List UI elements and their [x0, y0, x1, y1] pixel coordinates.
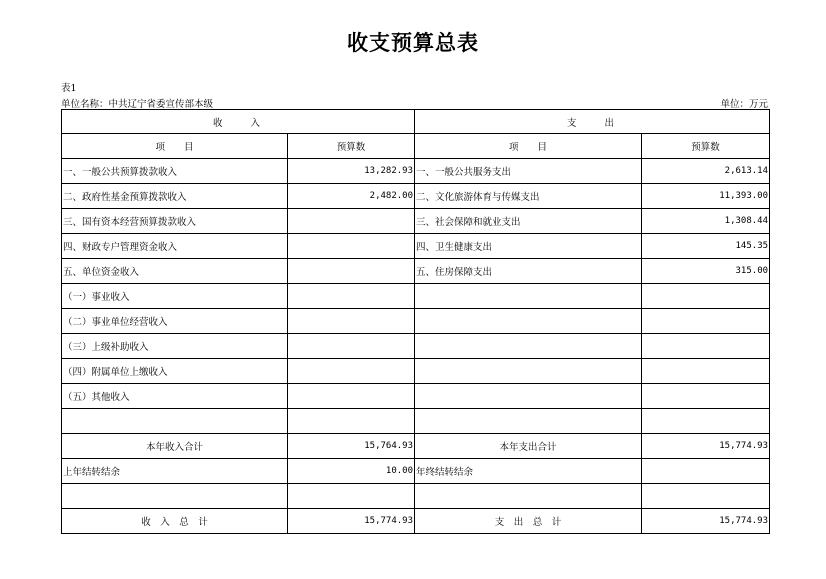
income-header: 收 入	[62, 110, 415, 134]
carryover-income-label: 上年结转结余	[62, 459, 288, 484]
expense-value: 1,308.44	[642, 209, 770, 234]
expense-total-label: 支 出 总 计	[415, 509, 642, 534]
income-budget-header: 预算数	[288, 134, 415, 159]
income-item: 二、政府性基金预算拨款收入	[62, 184, 288, 209]
income-value	[288, 334, 415, 359]
income-item: （二）事业单位经营收入	[62, 309, 288, 334]
income-value	[288, 284, 415, 309]
carryover-expense-label: 年终结转结余	[415, 459, 642, 484]
subtotal-row	[62, 434, 770, 459]
unit-name: 单位名称：中共辽宁省委宣传部本级	[61, 99, 214, 110]
table-row	[62, 259, 770, 284]
expense-subtotal-label: 本年支出合计	[415, 434, 642, 459]
header-row-columns	[62, 134, 770, 159]
carryover-income-value: 10.00	[288, 459, 415, 484]
total-row	[62, 509, 770, 534]
empty-cell	[62, 484, 288, 509]
table-number: 表1	[61, 83, 77, 94]
expense-value	[642, 334, 770, 359]
expense-item: 三、社会保障和就业支出	[415, 209, 642, 234]
income-value	[288, 209, 415, 234]
income-item: 五、单位资金收入	[62, 259, 288, 284]
income-item: 三、国有资本经营预算拨款收入	[62, 209, 288, 234]
expense-item: 四、卫生健康支出	[415, 234, 642, 259]
budget-table	[61, 109, 770, 534]
carryover-row	[62, 459, 770, 484]
expense-item	[415, 309, 642, 334]
income-item: 一、一般公共预算拨款收入	[62, 159, 288, 184]
income-value	[288, 409, 415, 434]
income-item: （五）其他收入	[62, 384, 288, 409]
expense-item: 二、文化旅游体育与传媒支出	[415, 184, 642, 209]
table-row	[62, 384, 770, 409]
empty-cell	[415, 484, 642, 509]
expense-value	[642, 309, 770, 334]
empty-cell	[288, 484, 415, 509]
income-total-value: 15,774.93	[288, 509, 415, 534]
unit-label: 单位：万元	[720, 99, 768, 110]
income-item: 四、财政专户管理资金收入	[62, 234, 288, 259]
table-row	[62, 409, 770, 434]
expense-subtotal-value: 15,774.93	[642, 434, 770, 459]
income-item-header: 项 目	[62, 134, 288, 159]
table-row	[62, 184, 770, 209]
table-row	[62, 209, 770, 234]
expense-value	[642, 359, 770, 384]
expense-total-value: 15,774.93	[642, 509, 770, 534]
expense-budget-header: 预算数	[642, 134, 770, 159]
expense-item	[415, 384, 642, 409]
expense-value	[642, 409, 770, 434]
income-item: （四）附属单位上缴收入	[62, 359, 288, 384]
table-row	[62, 359, 770, 384]
expense-item	[415, 359, 642, 384]
expense-value	[642, 284, 770, 309]
table-row	[62, 284, 770, 309]
expense-item	[415, 284, 642, 309]
expense-item	[415, 334, 642, 359]
table-row	[62, 334, 770, 359]
expense-value: 11,393.00	[642, 184, 770, 209]
income-value: 13,282.93	[288, 159, 415, 184]
header-row-group	[62, 110, 770, 134]
expense-item: 一、一般公共服务支出	[415, 159, 642, 184]
income-value: 2,482.00	[288, 184, 415, 209]
expense-value: 145.35	[642, 234, 770, 259]
income-subtotal-label: 本年收入合计	[62, 434, 288, 459]
income-subtotal-value: 15,764.93	[288, 434, 415, 459]
page-title: 收支预算总表	[347, 31, 479, 55]
expense-value	[642, 384, 770, 409]
table-row	[62, 234, 770, 259]
income-value	[288, 359, 415, 384]
income-total-label: 收 入 总 计	[62, 509, 288, 534]
table-row	[62, 309, 770, 334]
expense-item: 五、住房保障支出	[415, 259, 642, 284]
expense-value: 2,613.14	[642, 159, 770, 184]
carryover-expense-value	[642, 459, 770, 484]
expense-header: 支 出	[415, 110, 770, 134]
expense-value: 315.00	[642, 259, 770, 284]
expense-item	[415, 409, 642, 434]
empty-cell	[642, 484, 770, 509]
income-item: （一）事业收入	[62, 284, 288, 309]
income-value	[288, 234, 415, 259]
expense-item-header: 项 目	[415, 134, 642, 159]
income-item: （三）上级补助收入	[62, 334, 288, 359]
income-value	[288, 259, 415, 284]
income-value	[288, 384, 415, 409]
income-item	[62, 409, 288, 434]
table-row	[62, 159, 770, 184]
income-value	[288, 309, 415, 334]
table-row	[62, 484, 770, 509]
